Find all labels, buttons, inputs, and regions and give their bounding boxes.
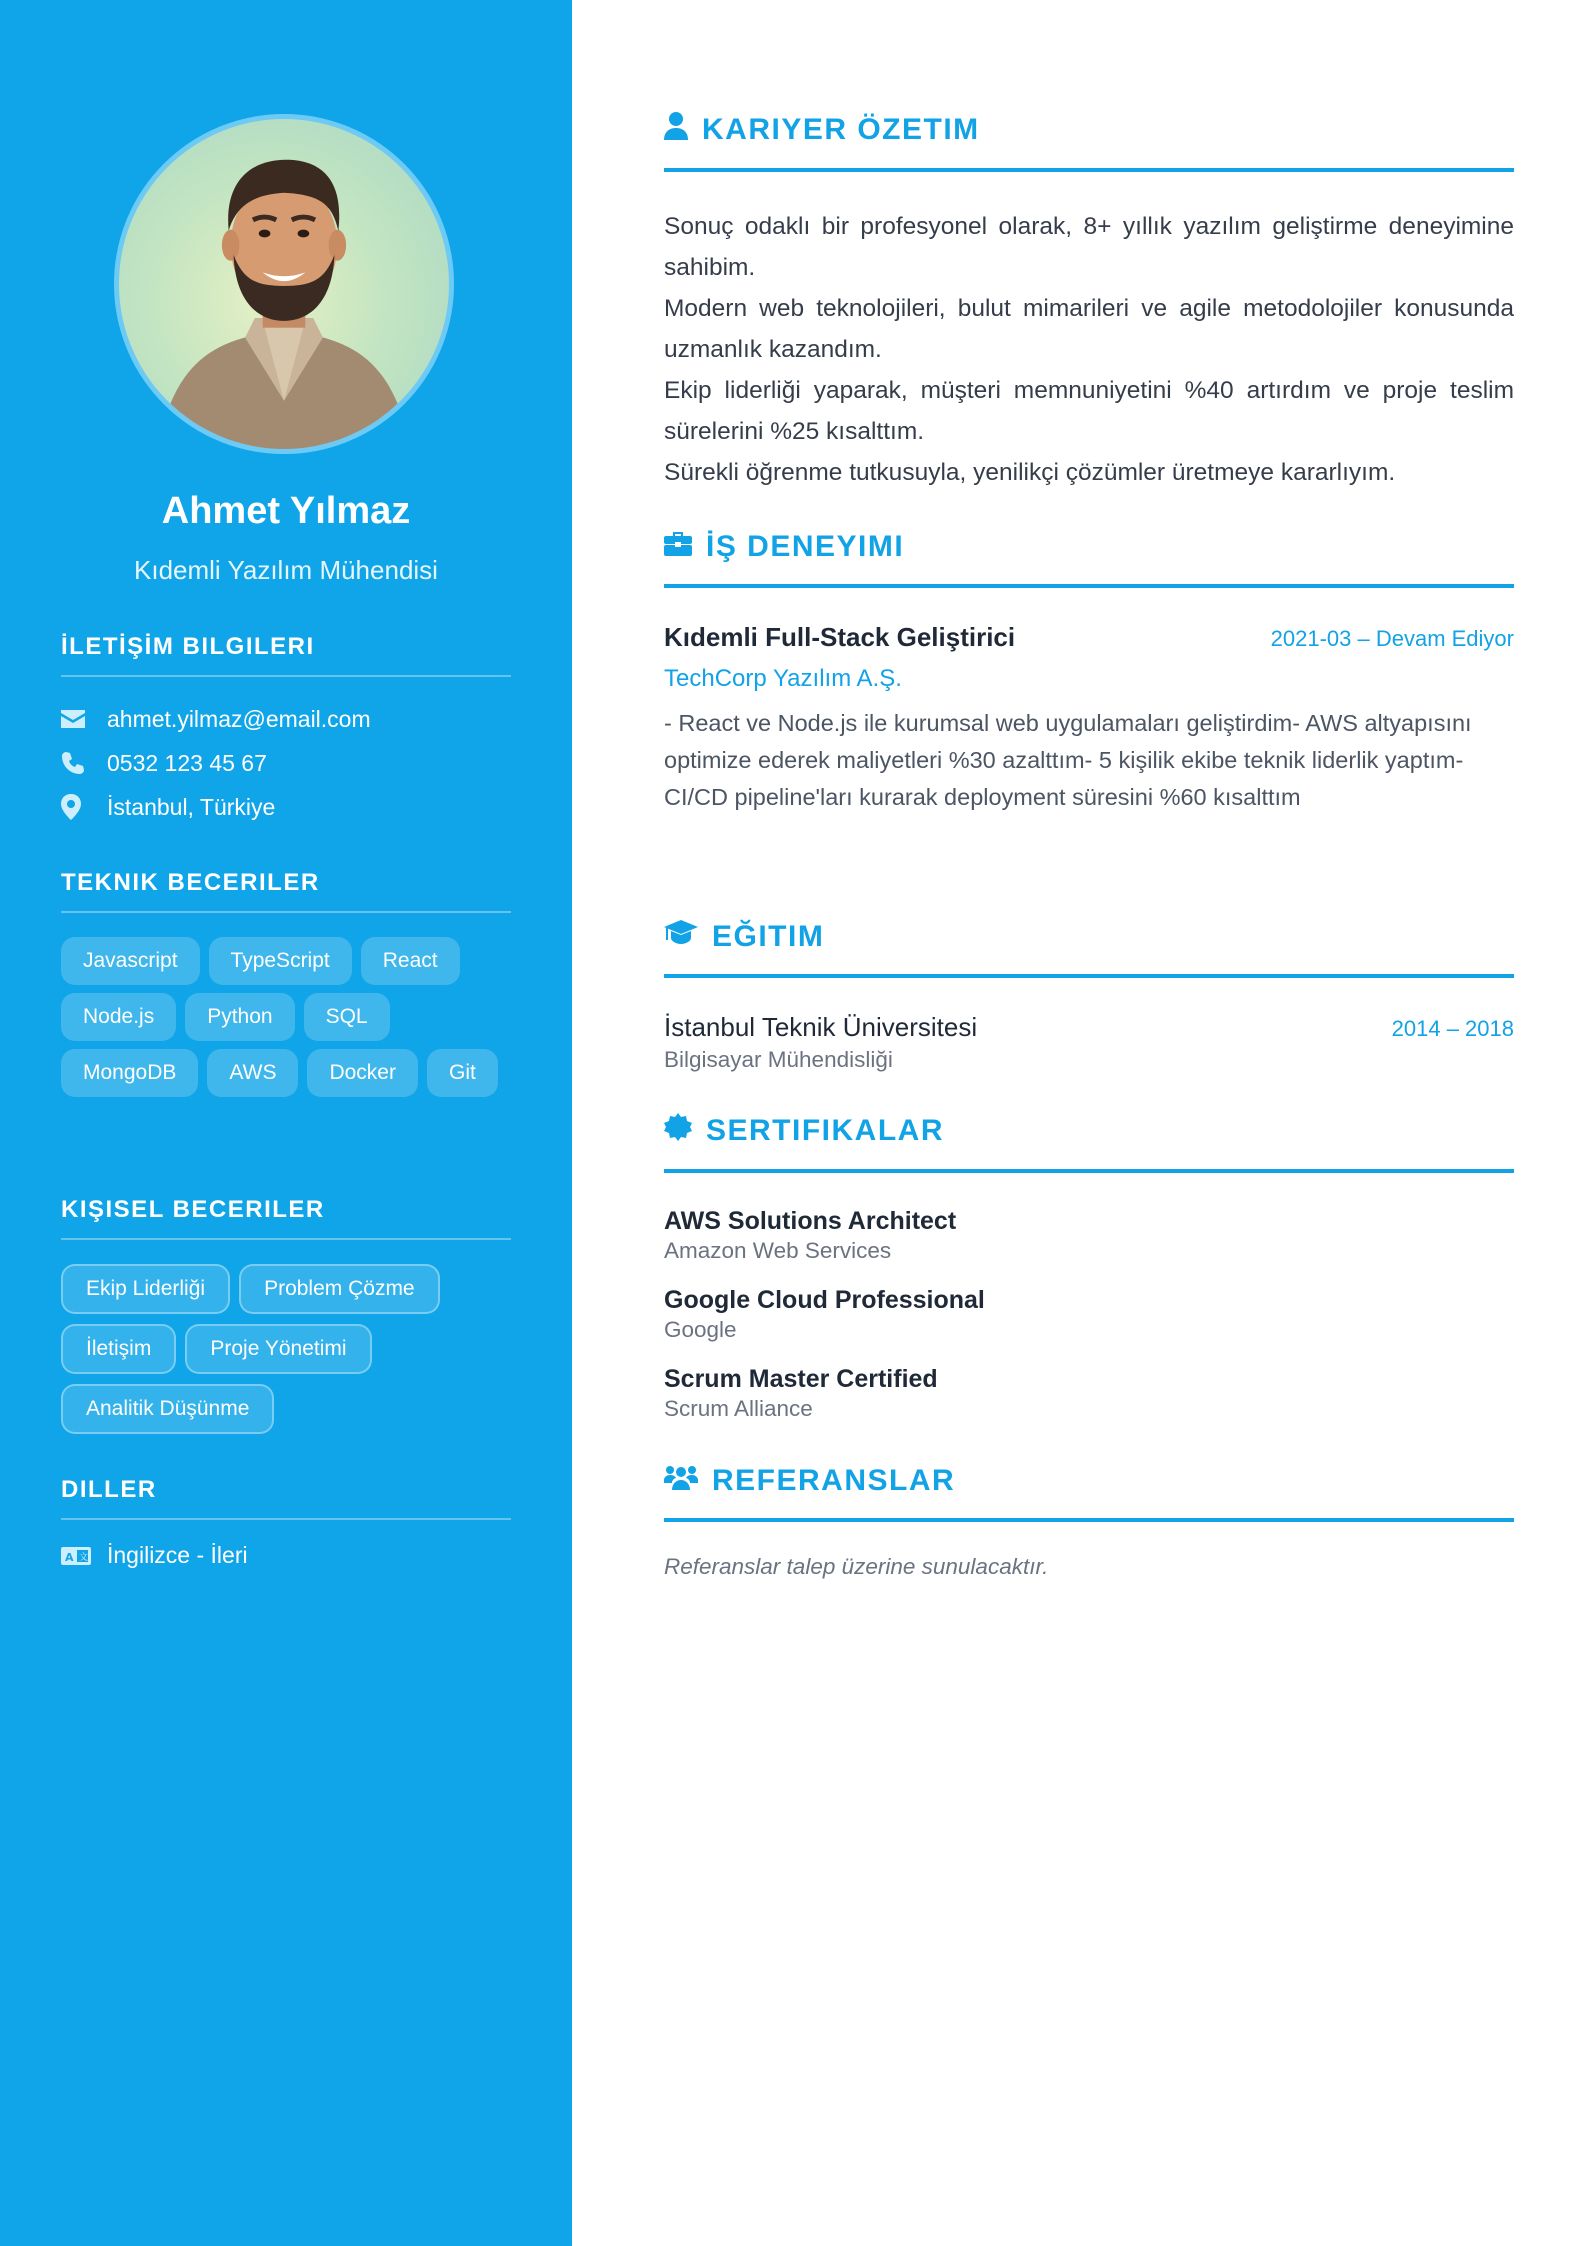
skill-tag: Python	[185, 993, 294, 1041]
skill-tag: React	[361, 937, 460, 985]
skill-tag: Javascript	[61, 937, 200, 985]
language-value: İngilizce - İleri	[107, 1542, 248, 1568]
certificates-section	[664, 1113, 1514, 1444]
edu-school: İstanbul Teknik Üniversitesi	[664, 1012, 978, 1042]
certificate-name: Google Cloud Professional	[664, 1286, 985, 1314]
personal-skill-tag: İletişim	[61, 1324, 176, 1374]
certificate-item	[664, 1365, 1514, 1422]
certificate-item	[664, 1207, 1514, 1264]
certificate-issuer: Amazon Web Services	[664, 1238, 892, 1263]
personal-skill-tag: Ekip Liderliği	[61, 1264, 230, 1314]
education-section	[664, 920, 1514, 1073]
user-icon	[664, 112, 688, 148]
technical-skills-section	[61, 869, 511, 1097]
technical-skills-list	[61, 937, 511, 1097]
contact-email[interactable]	[61, 697, 511, 741]
summary-paragraph: Sonuç odaklı bir profesyonel olarak, 8+ yıllık yazılım geliştirme deneyimine sahibim.	[664, 213, 1514, 281]
skill-tag: Docker	[307, 1049, 418, 1097]
personal-skills-section	[61, 1196, 511, 1436]
certificate-issuer: Scrum Alliance	[664, 1396, 813, 1421]
certificates-header	[664, 1113, 1514, 1173]
profile-title: Kıdemli Yazılım Mühendisi	[134, 555, 438, 585]
references-title: REFERANSLAR	[712, 1464, 956, 1497]
avatar-illustration	[119, 119, 449, 449]
experience-section	[664, 530, 1514, 816]
experience-item	[664, 622, 1514, 816]
languages-title: DILLER	[61, 1476, 511, 1520]
skill-tag: Git	[427, 1049, 498, 1097]
summary-paragraph: Ekip liderliği yaparak, müşteri memnuniyetini %40 artırdım ve proje teslim sürelerini %25 kısalttım.	[664, 377, 1514, 445]
summary-body	[664, 206, 1514, 493]
profile-name: Ahmet Yılmaz	[161, 490, 411, 532]
personal-skill-tag: Problem Çözme	[239, 1264, 440, 1314]
skill-tag: TypeScript	[209, 937, 352, 985]
map-pin-icon	[61, 794, 107, 820]
summary-paragraph: Modern web teknolojileri, bulut mimarileri ve agile metodolojiler konusunda uzmanlık kazandım.	[664, 295, 1514, 363]
contact-phone-value: 0532 123 45 67	[107, 749, 267, 776]
job-position: Kıdemli Full-Stack Geliştirici	[664, 622, 1016, 652]
skill-tag: Node.js	[61, 993, 176, 1041]
certificates-title: SERTIFIKALAR	[706, 1114, 944, 1147]
contact-title: İLETİŞİM BILGILERI	[61, 633, 511, 677]
education-header	[664, 920, 1514, 978]
education-item	[664, 1012, 1514, 1073]
certificates-list	[664, 1207, 1514, 1422]
certificate-name: Scrum Master Certified	[664, 1365, 938, 1393]
certificate-item	[664, 1286, 1514, 1343]
sidebar	[0, 0, 572, 2246]
experience-header	[664, 530, 1514, 588]
language-item	[61, 1542, 511, 1569]
summary-section	[664, 112, 1514, 493]
job-description: - React ve Node.js ile kurumsal web uygulamaları geliştirdim- AWS altyapısını optimize ederek maliyetleri %30 azalttım- 5 kişilik ekibe teknik liderlik yaptım- CI/CD pipeline'ları kurarak deployment süresini %60 kısalttım	[664, 710, 1472, 810]
users-icon	[664, 1464, 698, 1498]
references-header	[664, 1464, 1514, 1522]
certificate-icon	[664, 1113, 692, 1149]
certificate-name: AWS Solutions Architect	[664, 1207, 957, 1235]
briefcase-icon	[664, 530, 692, 564]
graduation-cap-icon	[664, 920, 698, 954]
skill-tag: SQL	[304, 993, 390, 1041]
summary-title: KARIYER ÖZETIM	[702, 113, 980, 146]
svg-text:文: 文	[79, 1552, 89, 1563]
profile-photo	[114, 114, 454, 454]
summary-paragraph: Sürekli öğrenme tutkusuyla, yenilikçi çözümler üretmeye kararlıyım.	[664, 459, 1396, 486]
summary-header	[664, 112, 1514, 172]
contact-section	[61, 633, 511, 829]
references-section	[664, 1464, 1514, 1580]
edu-department: Bilgisayar Mühendisliği	[664, 1047, 893, 1072]
skill-tag: MongoDB	[61, 1049, 198, 1097]
contact-location-value: İstanbul, Türkiye	[107, 793, 276, 820]
contact-location	[61, 785, 511, 829]
education-title: EĞITIM	[712, 920, 825, 953]
languages-section	[61, 1476, 511, 1569]
envelope-icon	[61, 710, 107, 728]
job-company: TechCorp Yazılım A.Ş.	[664, 665, 902, 692]
edu-dates: 2014 – 2018	[1391, 1016, 1514, 1041]
language-icon	[61, 1547, 107, 1565]
contact-phone[interactable]	[61, 741, 511, 785]
personal-skills-list	[61, 1264, 511, 1436]
job-dates: 2021-03 – Devam Ediyor	[1270, 626, 1514, 651]
phone-icon	[61, 751, 107, 775]
technical-skills-title: TEKNIK BECERILER	[61, 869, 511, 913]
certificate-issuer: Google	[664, 1317, 737, 1342]
personal-skill-tag: Proje Yönetimi	[185, 1324, 371, 1374]
svg-text:A: A	[65, 1550, 74, 1564]
contact-email-value: ahmet.yilmaz@email.com	[107, 705, 371, 732]
skill-tag: AWS	[207, 1049, 298, 1097]
references-note: Referanslar talep üzerine sunulacaktır.	[664, 1554, 1049, 1579]
personal-skills-title: KIŞISEL BECERILER	[61, 1196, 511, 1240]
personal-skill-tag: Analitik Düşünme	[61, 1384, 274, 1434]
experience-title: İŞ DENEYIMI	[706, 530, 905, 563]
